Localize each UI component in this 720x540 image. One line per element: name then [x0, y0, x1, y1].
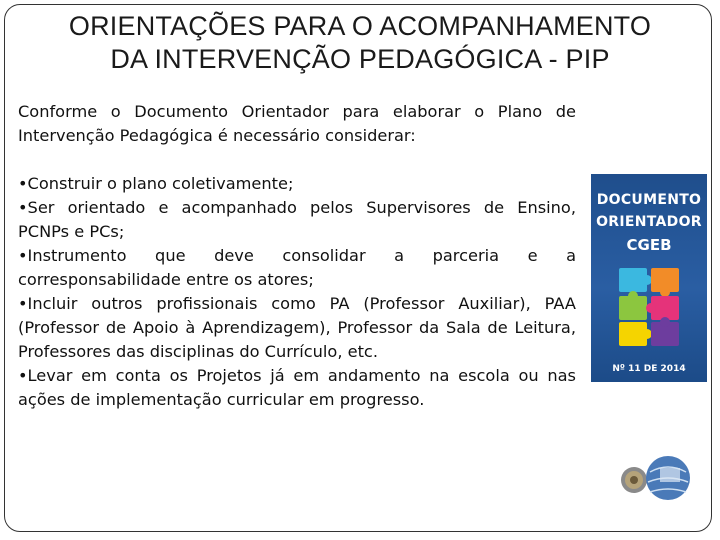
document-cover-image: [591, 174, 707, 382]
title-line-1: ORIENTAÇÕES PARA O ACOMPANHAMENTO: [68, 11, 652, 41]
slide-title: [20, 10, 700, 76]
bullet-item: •Ser orientado e acompanhado pelos Supervisores de Ensino, PCNPs e PCs;: [18, 198, 576, 241]
bullet-item: •Levar em conta os Projetos já em andamento na escola ou nas ações de implementação curricular em progresso.: [18, 366, 576, 409]
cover-line-1: DOCUMENTO: [596, 192, 702, 208]
cover-number: Nº 11 DE 2014: [612, 364, 686, 374]
bullet-item: •Incluir outros profissionais como PA (Professor Auxiliar), PAA (Professor de Apoio à Aprendizagem), Professor da Sala de Leitura, Professores das disciplinas do Currículo, etc.: [18, 294, 576, 361]
intro-paragraph: Conforme o Documento Orientador para elaborar o Plano de Intervenção Pedagógica é necessário considerar:: [18, 102, 576, 145]
puzzle-icon: [617, 266, 681, 348]
cover-line-2: ORIENTADOR: [596, 214, 702, 230]
institution-logo-icon: [618, 452, 700, 508]
body-text: [18, 100, 576, 412]
bullet-item: •Construir o plano coletivamente;: [18, 174, 294, 193]
cover-line-3: CGEB: [626, 236, 672, 254]
bullet-item: •Instrumento que deve consolidar a parceria e a corresponsabilidade entre os atores;: [18, 246, 576, 289]
title-line-2: DA INTERVENÇÃO PEDAGÓGICA - PIP: [110, 44, 610, 74]
